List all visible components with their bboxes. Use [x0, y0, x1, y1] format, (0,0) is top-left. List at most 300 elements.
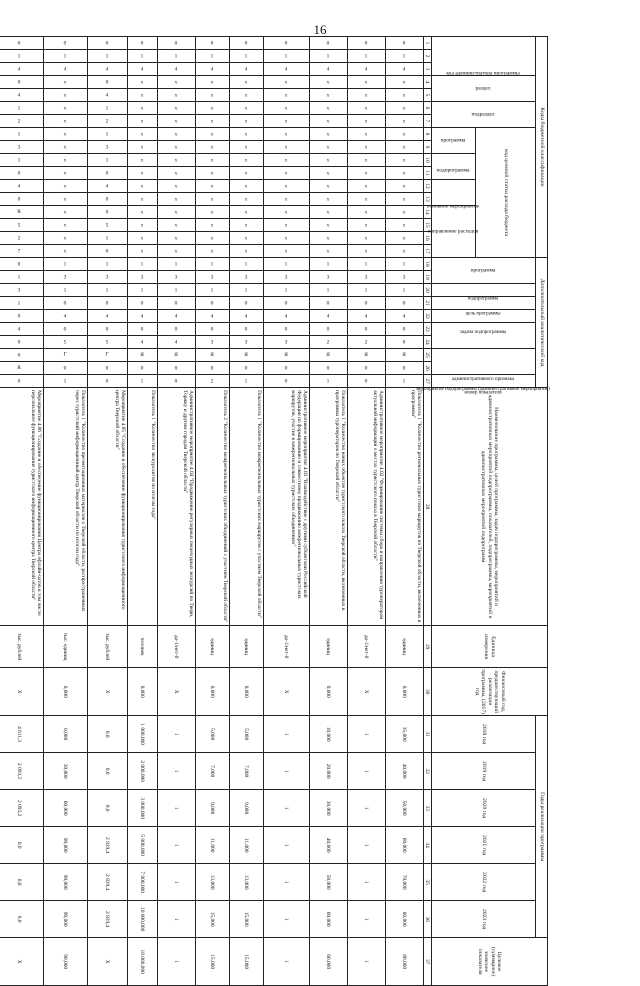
code-value: x	[141, 91, 144, 98]
column-number: 36	[424, 901, 432, 938]
code-cell	[44, 349, 88, 362]
code-cell	[158, 323, 196, 336]
code-value: 0	[18, 339, 21, 346]
year-value: 50,000	[310, 864, 348, 901]
year-value: 1	[158, 753, 196, 790]
code-cell	[310, 336, 348, 349]
code-value: 4	[365, 65, 368, 72]
code-cell	[196, 167, 230, 180]
code-cell	[88, 323, 128, 336]
code-value: 1	[211, 261, 214, 268]
code-cell	[386, 128, 424, 141]
code-value: 0	[211, 365, 214, 372]
code-value: 0	[141, 326, 144, 333]
code-cell	[386, 375, 424, 388]
code-value: x	[365, 169, 368, 176]
code-cell	[230, 284, 264, 297]
year-value: 50,000	[386, 790, 424, 827]
code-value: x	[403, 195, 406, 202]
row-fin-year: X	[348, 668, 386, 716]
row-target: X	[88, 938, 128, 986]
code-value: x	[175, 182, 178, 189]
code-value: 0	[285, 365, 288, 372]
code-value: x	[141, 182, 144, 189]
rotated-table-wrapper	[16, 36, 550, 977]
code-value: x	[175, 208, 178, 215]
code-cell	[44, 219, 88, 232]
code-cell	[128, 193, 158, 206]
code-cell	[348, 323, 386, 336]
column-number: 35	[424, 864, 432, 901]
code-value: 4	[365, 313, 368, 320]
code-cell	[196, 297, 230, 310]
code-cell	[0, 154, 44, 167]
row-unit: тыс. единиц	[44, 626, 88, 668]
code-cell	[196, 37, 230, 50]
code-value: 4	[18, 91, 21, 98]
code-cell	[158, 50, 196, 63]
column-number: 19	[424, 271, 432, 284]
code-value: 1	[106, 261, 109, 268]
code-cell	[310, 284, 348, 297]
code-value: 3	[106, 143, 109, 150]
code-value: 0	[106, 378, 109, 385]
code-cell	[230, 245, 264, 258]
code-cell	[44, 297, 88, 310]
code-cell	[128, 89, 158, 102]
row-fin-year: 0,000	[44, 668, 88, 716]
expense-direction-header: направление расходов	[432, 206, 476, 258]
code-cell	[128, 63, 158, 76]
subsection-header: подраздел	[432, 102, 536, 128]
code-value: x	[245, 78, 248, 85]
an-activity-type-header: административного признака	[432, 349, 536, 375]
code-value: x	[285, 234, 288, 241]
code-value: 1	[285, 261, 288, 268]
code-cell	[0, 349, 44, 362]
code-cell	[88, 76, 128, 89]
code-cell	[128, 154, 158, 167]
code-value: 3	[175, 274, 178, 281]
code-cell	[88, 115, 128, 128]
code-cell	[88, 245, 128, 258]
code-value: 1	[64, 287, 67, 294]
code-value: x	[403, 208, 406, 215]
column-number: 4	[424, 76, 432, 89]
code-cell	[88, 206, 128, 219]
code-cell	[128, 271, 158, 284]
code-value: 3	[285, 339, 288, 346]
code-value: 1	[18, 274, 21, 281]
an-task-header: задача подпрограммы	[432, 310, 536, 323]
code-cell	[348, 76, 386, 89]
code-value: 0	[175, 326, 178, 333]
code-cell	[230, 63, 264, 76]
code-cell	[310, 128, 348, 141]
an-goal-header: цель программы	[432, 297, 536, 310]
code-cell	[0, 297, 44, 310]
code-cell	[44, 102, 88, 115]
code-cell	[230, 362, 264, 375]
year-value: 1	[264, 790, 310, 827]
code-value: 4	[141, 339, 144, 346]
code-cell	[0, 284, 44, 297]
code-value: x	[64, 221, 67, 228]
code-value: x	[141, 156, 144, 163]
code-value: x	[141, 117, 144, 124]
code-value: Я	[402, 352, 407, 359]
code-cell	[158, 362, 196, 375]
code-cell	[128, 284, 158, 297]
code-cell	[0, 219, 44, 232]
code-cell	[348, 167, 386, 180]
code-value: x	[327, 234, 330, 241]
code-cell	[230, 310, 264, 323]
year-value: 7,000	[196, 753, 230, 790]
code-value: 0	[285, 326, 288, 333]
code-cell	[128, 76, 158, 89]
code-value: x	[327, 143, 330, 150]
code-cell	[348, 245, 386, 258]
code-cell	[264, 375, 310, 388]
code-value: 4	[175, 313, 178, 320]
subprogram-header: подпрограмма	[432, 154, 476, 180]
code-value: Я	[140, 352, 145, 359]
code-cell	[264, 180, 310, 193]
code-cell	[158, 375, 196, 388]
code-value: 0	[403, 326, 406, 333]
column-number: 26	[424, 362, 432, 375]
year-value: 13,000	[196, 864, 230, 901]
admin-code-header: код администратора программы	[432, 37, 536, 76]
code-cell	[386, 232, 424, 245]
code-cell	[386, 63, 424, 76]
column-number: 34	[424, 827, 432, 864]
code-cell	[310, 258, 348, 271]
code-value: x	[365, 221, 368, 228]
code-cell	[158, 128, 196, 141]
column-number: 28	[424, 388, 432, 626]
code-value: x	[64, 208, 67, 215]
code-cell	[386, 167, 424, 180]
row-name: Показатель 2 "Количество межрегиональных туристских объединений с участием Тверской области"	[196, 388, 230, 626]
code-value: 1	[211, 52, 214, 59]
code-value: 0	[18, 78, 21, 85]
code-cell	[196, 50, 230, 63]
code-value: x	[64, 117, 67, 124]
code-cell	[88, 154, 128, 167]
code-cell	[348, 102, 386, 115]
code-value: x	[365, 208, 368, 215]
code-value: 4	[106, 65, 109, 72]
code-cell	[88, 271, 128, 284]
code-value: x	[211, 234, 214, 241]
code-cell	[44, 323, 88, 336]
code-cell	[386, 76, 424, 89]
code-value: Я	[284, 352, 289, 359]
code-value: x	[211, 156, 214, 163]
code-cell	[386, 271, 424, 284]
code-cell	[196, 284, 230, 297]
year-value: 70,000	[386, 864, 424, 901]
code-value: x	[327, 104, 330, 111]
code-cell	[230, 219, 264, 232]
year-value: 90,000	[44, 864, 88, 901]
code-cell	[264, 115, 310, 128]
code-value: 0	[64, 365, 67, 372]
code-value: 1	[106, 234, 109, 241]
year-2019-header: 2019 год	[432, 753, 536, 790]
code-value: x	[175, 78, 178, 85]
code-cell	[310, 141, 348, 154]
code-value: x	[175, 130, 178, 137]
code-cell	[158, 336, 196, 349]
row-fin-year: X	[88, 668, 128, 716]
year-value: 0,0	[88, 790, 128, 827]
code-value: 2	[106, 117, 109, 124]
code-value: 0	[64, 326, 67, 333]
code-value: 0	[64, 300, 67, 307]
year-value: 90,000	[44, 901, 88, 938]
code-value: 1	[106, 52, 109, 59]
program-header: программа	[432, 128, 476, 154]
code-value: 1	[175, 287, 178, 294]
code-value: 0	[175, 378, 178, 385]
code-cell	[386, 310, 424, 323]
code-cell	[386, 206, 424, 219]
code-value: x	[211, 169, 214, 176]
code-value: x	[175, 234, 178, 241]
year-value: 1	[158, 827, 196, 864]
code-value: x	[245, 156, 248, 163]
code-value: x	[211, 182, 214, 189]
code-cell	[310, 89, 348, 102]
code-value: 4	[106, 91, 109, 98]
code-cell	[196, 232, 230, 245]
row-fin-year: X	[158, 668, 196, 716]
code-value: x	[64, 130, 67, 137]
code-value: 1	[403, 378, 406, 385]
code-cell	[264, 128, 310, 141]
code-value: 6	[18, 352, 21, 359]
code-cell	[386, 89, 424, 102]
code-cell	[0, 362, 44, 375]
row-target: 60,000	[310, 938, 348, 986]
column-number: 21	[424, 297, 432, 310]
year-value: 5,000	[196, 716, 230, 753]
code-value: 2	[18, 117, 21, 124]
code-value: x	[211, 104, 214, 111]
code-value: x	[64, 78, 67, 85]
code-cell	[44, 258, 88, 271]
code-cell	[196, 375, 230, 388]
code-cell	[88, 310, 128, 323]
code-cell	[0, 310, 44, 323]
code-value: x	[64, 234, 67, 241]
code-value: 4	[327, 313, 330, 320]
code-cell	[310, 297, 348, 310]
code-cell	[386, 37, 424, 50]
code-value: 1	[245, 261, 248, 268]
column-number: 2	[424, 50, 432, 63]
code-cell	[128, 180, 158, 193]
code-value: R	[17, 365, 22, 372]
year-2023-header: 2023 год	[432, 901, 536, 938]
code-cell	[230, 349, 264, 362]
year-value: 90,000	[44, 827, 88, 864]
year-value: 1	[264, 716, 310, 753]
code-value: Г	[105, 352, 110, 359]
code-value: 4	[403, 313, 406, 320]
year-value: 2 839,4	[88, 864, 128, 901]
code-cell	[264, 167, 310, 180]
code-value: 0	[18, 378, 21, 385]
code-cell	[196, 89, 230, 102]
code-cell	[310, 245, 348, 258]
code-cell	[264, 271, 310, 284]
code-cell	[0, 63, 44, 76]
code-value: x	[64, 104, 67, 111]
row-fin-year: 0,000	[128, 668, 158, 716]
year-value: 2 093,2	[0, 790, 44, 827]
code-value: x	[403, 117, 406, 124]
code-value: 7	[18, 248, 21, 255]
code-cell	[264, 310, 310, 323]
code-value: 1	[327, 261, 330, 268]
code-cell	[196, 336, 230, 349]
code-value: x	[175, 221, 178, 228]
code-cell	[44, 284, 88, 297]
year-value: 1	[264, 864, 310, 901]
code-value: 3	[141, 274, 144, 281]
code-cell	[264, 76, 310, 89]
code-cell	[264, 323, 310, 336]
code-value: x	[175, 91, 178, 98]
code-cell	[88, 180, 128, 193]
code-cell	[128, 128, 158, 141]
code-value: 1	[327, 378, 330, 385]
code-value: x	[141, 208, 144, 215]
analytic-code-header: Дополнительный аналитический код	[536, 258, 548, 388]
column-number: 33	[424, 790, 432, 827]
code-value: 1	[141, 378, 144, 385]
column-number: 32	[424, 753, 432, 790]
code-cell	[310, 180, 348, 193]
code-cell	[88, 37, 128, 50]
column-number: 27	[424, 375, 432, 388]
code-cell	[0, 89, 44, 102]
year-value: 40,000	[310, 827, 348, 864]
year-value: 1	[158, 790, 196, 827]
row-target: 15,000	[230, 938, 264, 986]
row-target: 1	[158, 938, 196, 986]
code-value: x	[141, 78, 144, 85]
code-cell	[310, 349, 348, 362]
code-value: x	[141, 248, 144, 255]
code-value: 4	[18, 182, 21, 189]
code-value: 0	[245, 326, 248, 333]
code-value: x	[64, 169, 67, 176]
year-value: 1	[158, 901, 196, 938]
year-value: 0,0	[0, 901, 44, 938]
code-value: 4	[106, 182, 109, 189]
table-row	[348, 37, 386, 986]
row-fin-year: 0,000	[230, 668, 264, 716]
code-cell	[158, 349, 196, 362]
code-value: 4	[327, 65, 330, 72]
year-value: 60,000	[386, 827, 424, 864]
code-value: 0	[18, 169, 21, 176]
table-row	[386, 37, 424, 986]
code-value: x	[141, 130, 144, 137]
code-value: x	[285, 182, 288, 189]
code-cell	[158, 271, 196, 284]
code-cell	[0, 258, 44, 271]
code-cell	[44, 76, 88, 89]
code-cell	[128, 349, 158, 362]
code-value: Я	[326, 352, 331, 359]
code-cell	[158, 284, 196, 297]
code-value: 0	[106, 365, 109, 372]
row-unit: единиц	[230, 626, 264, 668]
code-cell	[264, 50, 310, 63]
code-value: 1	[327, 52, 330, 59]
code-cell	[158, 76, 196, 89]
code-cell	[348, 375, 386, 388]
code-cell	[196, 245, 230, 258]
row-name: Показатель 1 "Количество презентационных материалов о Тверской области, распространенных через туристский информационный центр Тверской области по итогам года"	[44, 388, 88, 626]
year-value: 30,000	[310, 790, 348, 827]
code-cell	[196, 154, 230, 167]
column-number: 16	[424, 232, 432, 245]
code-value: Я	[244, 352, 249, 359]
year-value: 2 093,2	[0, 753, 44, 790]
code-cell	[128, 141, 158, 154]
code-cell	[348, 206, 386, 219]
column-number: 18	[424, 258, 432, 271]
code-value: 4	[211, 65, 214, 72]
column-number-row	[424, 37, 432, 986]
year-value: 1	[348, 901, 386, 938]
code-cell	[348, 232, 386, 245]
code-value: 4	[285, 313, 288, 320]
code-value: 0	[285, 300, 288, 307]
code-cell	[158, 115, 196, 128]
code-cell	[348, 50, 386, 63]
code-cell	[0, 232, 44, 245]
an-subprogram-header: подпрограмма	[432, 284, 536, 297]
code-value: 1	[403, 261, 406, 268]
code-value: x	[141, 234, 144, 241]
code-cell	[128, 102, 158, 115]
code-value: 0	[106, 78, 109, 85]
year-value: 35,000	[386, 716, 424, 753]
code-cell	[386, 245, 424, 258]
column-number: 1	[424, 37, 432, 50]
code-value: x	[365, 117, 368, 124]
code-cell	[348, 284, 386, 297]
code-value: 1	[18, 156, 21, 163]
column-number: 25	[424, 349, 432, 362]
code-cell	[348, 180, 386, 193]
code-cell	[348, 63, 386, 76]
code-cell	[348, 37, 386, 50]
code-value: x	[327, 182, 330, 189]
code-cell	[310, 375, 348, 388]
code-cell	[44, 180, 88, 193]
code-cell	[264, 206, 310, 219]
year-value: 1	[348, 864, 386, 901]
